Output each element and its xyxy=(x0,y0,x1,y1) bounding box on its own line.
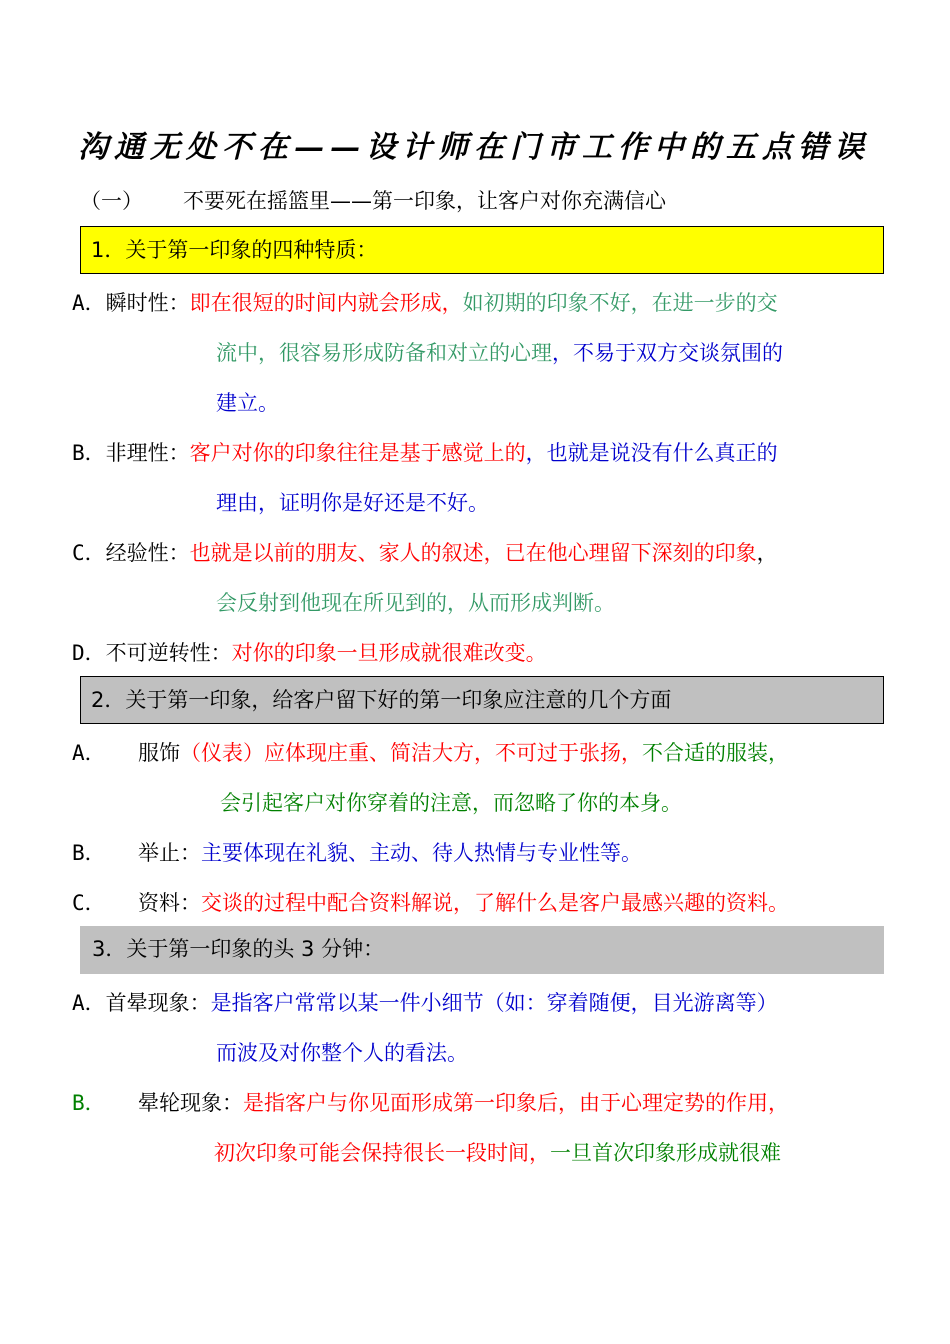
item-text: ， xyxy=(756,541,778,565)
item-text: 主要体现在礼貌、主动、待人热情与专业性等。 xyxy=(201,841,642,865)
item-text: ，不易于双方交谈氛围的 xyxy=(552,341,783,365)
item-c1-line1 xyxy=(72,538,778,568)
section-number: （一） xyxy=(80,189,143,213)
item-text: 初次印象可能会保持很长一段时间， xyxy=(214,1141,550,1165)
heading-box-2: 2．关于第一印象，给客户留下好的第一印象应注意的几个方面 xyxy=(80,676,884,724)
item-a1-line1 xyxy=(72,288,778,318)
item-label: D．不可逆转性： xyxy=(72,641,232,665)
item-text: 如初期的印象不好，在进一步的交 xyxy=(462,291,778,315)
item-key: 晕轮现象： xyxy=(138,1091,243,1115)
item-text: 流中，很容易形成防备和对立的心理 xyxy=(216,341,552,365)
heading-box-1: 1．关于第一印象的四种特质： xyxy=(80,226,884,274)
item-d1-line1 xyxy=(72,638,547,668)
item-label: C．经验性： xyxy=(72,541,190,565)
item-text: 即在很短的时间内就会形成， xyxy=(189,291,463,315)
heading-box-3: 3．关于第一印象的头 3 分钟： xyxy=(80,926,884,974)
item-b1-line1 xyxy=(72,438,778,468)
item-b2-line1 xyxy=(72,838,642,868)
item-text: ，也就是说没有什么真正的 xyxy=(525,441,778,465)
item-c1-line2: 会反射到他现在所见到的，从而形成判断。 xyxy=(216,591,615,615)
item-c2-line1 xyxy=(72,888,789,918)
item-text: 交谈的过程中配合资料解说，了解什么是客户最感兴趣的资料。 xyxy=(201,891,789,915)
item-label: B． xyxy=(72,1091,106,1115)
item-text: 一旦首次印象形成就很难 xyxy=(550,1141,781,1165)
item-text: 也就是以前的朋友、家人的叙述，已在他心理留下深刻的印象 xyxy=(189,541,757,565)
item-b1-line2: 理由，证明你是好还是不好。 xyxy=(216,491,489,515)
item-text: 是指客户与你见面形成第一印象后，由于心理定势的作用， xyxy=(243,1091,789,1115)
item-a3-line2: 而波及对你整个人的看法。 xyxy=(216,1041,468,1065)
item-a1-line3: 建立。 xyxy=(216,391,279,415)
item-label: C． xyxy=(72,891,106,915)
section-heading xyxy=(80,186,666,216)
item-text: 是指客户常常以某一件小细节（如：穿着随便，目光游离等） xyxy=(210,991,778,1015)
item-a2-line1 xyxy=(72,738,789,768)
item-b3-line1 xyxy=(72,1088,789,1118)
item-a3-line1 xyxy=(72,988,778,1018)
item-label: A．首晕现象： xyxy=(72,991,211,1015)
item-a1-line2 xyxy=(216,338,783,368)
page-title: 沟通无处不在——设计师在门市工作中的五点错误 xyxy=(78,130,870,165)
item-label: A． xyxy=(72,741,106,765)
item-text: 客户对你的印象往往是基于感觉上的 xyxy=(189,441,526,465)
item-label: B．非理性： xyxy=(72,441,190,465)
item-key: 资料： xyxy=(138,891,201,915)
item-label: A．瞬时性： xyxy=(72,291,190,315)
item-text: 对你的印象一旦形成就很难改变。 xyxy=(231,641,547,665)
item-key: 举止： xyxy=(138,841,201,865)
item-key: 服饰 xyxy=(138,741,180,765)
item-b3-line2 xyxy=(214,1138,781,1168)
item-label: B． xyxy=(72,841,106,865)
item-text: 应体现庄重、简洁大方，不可过于张扬， xyxy=(264,741,642,765)
item-text: （仪表） xyxy=(180,741,264,765)
item-text: 不合适的服装， xyxy=(642,741,789,765)
section-text: 不要死在摇篮里——第一印象，让客户对你充满信心 xyxy=(183,189,666,213)
item-a2-line2: 会引起客户对你穿着的注意，而忽略了你的本身。 xyxy=(220,791,682,815)
